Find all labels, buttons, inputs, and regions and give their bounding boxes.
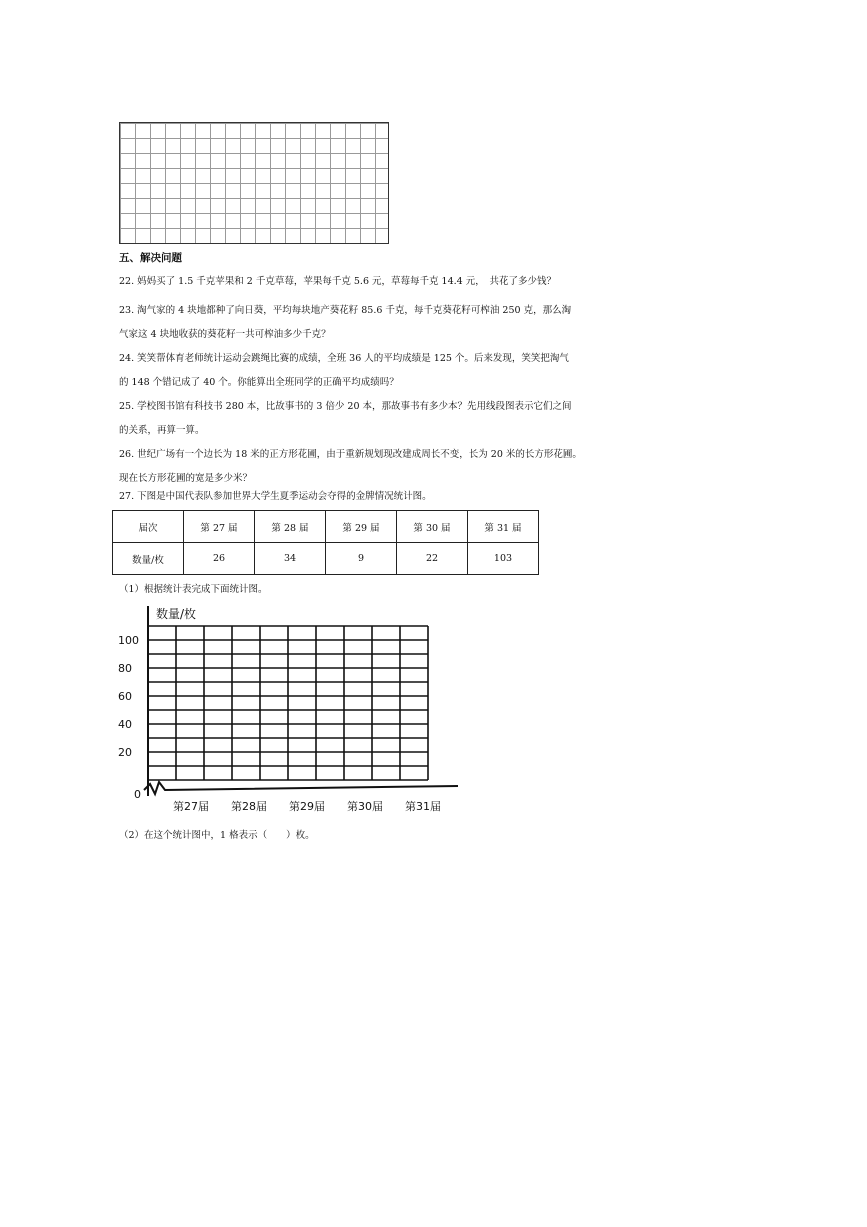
table-header-row <box>113 511 539 543</box>
section-title: 五、解决问题 <box>119 252 182 264</box>
question-26: 26. 世纪广场有一个边长为 18 米的正方形花圃，由于重新规划现改建成周长不变，长为 20 米的长方形花圃。 现在长方形花圃的宽是多少米？ <box>119 449 582 484</box>
question-27: 27. 下图是中国代表队参加世界大学生夏季运动会夺得的金牌情况统计图。 <box>119 491 432 502</box>
question-25: 25. 学校图书馆有科技书 280 本，比故事书的 3 倍少 20 本，那故事书有多少本？先用线段图表示它们之间 的关系，再算一算。 <box>119 401 572 436</box>
y-tick-label: 20 <box>118 746 132 759</box>
x-tick-label: 第31届 <box>405 800 441 813</box>
subquestion-2: （2）在这个统计图中，1 格表示（ ）枚。 <box>119 830 315 841</box>
question-23: 23. 淘气家的 4 块地都种了向日葵，平均每块地产葵花籽 85.6 千克，每千克葵花籽可榨油 250 克，那么淘 气家这 4 块地收获的葵花籽一共可榨油多少千克？ <box>119 305 572 340</box>
table-cell: 第 29 届 <box>326 511 397 543</box>
medal-table <box>112 510 539 575</box>
table-cell: 103 <box>468 543 539 575</box>
y-tick-label: 40 <box>118 718 132 731</box>
table-cell: 数量/枚 <box>113 543 184 575</box>
x-tick-label: 第27届 <box>173 800 209 813</box>
chart-axes <box>144 606 458 796</box>
table-cell: 届次 <box>113 511 184 543</box>
y-tick-label: 60 <box>118 690 132 703</box>
chart-grid <box>148 626 428 780</box>
table-cell: 22 <box>397 543 468 575</box>
subquestion-1: （1）根据统计表完成下面统计图。 <box>119 584 268 595</box>
table-cell: 第 28 届 <box>255 511 326 543</box>
y-tick-label: 0 <box>134 788 141 801</box>
y-tick-label: 100 <box>118 634 139 647</box>
table-cell: 34 <box>255 543 326 575</box>
table-cell: 9 <box>326 543 397 575</box>
y-tick-label: 80 <box>118 662 132 675</box>
x-tick-label: 第29届 <box>289 800 325 813</box>
chart-y-tick-labels <box>118 634 141 801</box>
drawing-grid <box>119 122 389 244</box>
table-cell: 第 31 届 <box>468 511 539 543</box>
table-row <box>113 543 539 575</box>
table-cell: 26 <box>184 543 255 575</box>
x-tick-label: 第30届 <box>347 800 383 813</box>
question-22: 22. 妈妈买了 1.5 千克苹果和 2 千克草莓，苹果每千克 5.6 元，草莓每千克 14.4 元， 共花了多少钱？ <box>119 276 556 287</box>
x-tick-label: 第28届 <box>231 800 267 813</box>
chart-y-axis-label: 数量/枚 <box>156 607 197 621</box>
x-axis-line <box>144 782 458 794</box>
chart-x-tick-labels <box>173 800 441 813</box>
medal-chart <box>110 598 470 820</box>
question-24: 24. 笑笑帮体育老师统计运动会跳绳比赛的成绩，全班 36 人的平均成绩是 125 个。后来发现，笑笑把淘气 的 148 个错记成了 40 个。你能算出全班同学的正确平均成绩吗？ <box>119 353 569 388</box>
table-cell: 第 27 届 <box>184 511 255 543</box>
table-cell: 第 30 届 <box>397 511 468 543</box>
